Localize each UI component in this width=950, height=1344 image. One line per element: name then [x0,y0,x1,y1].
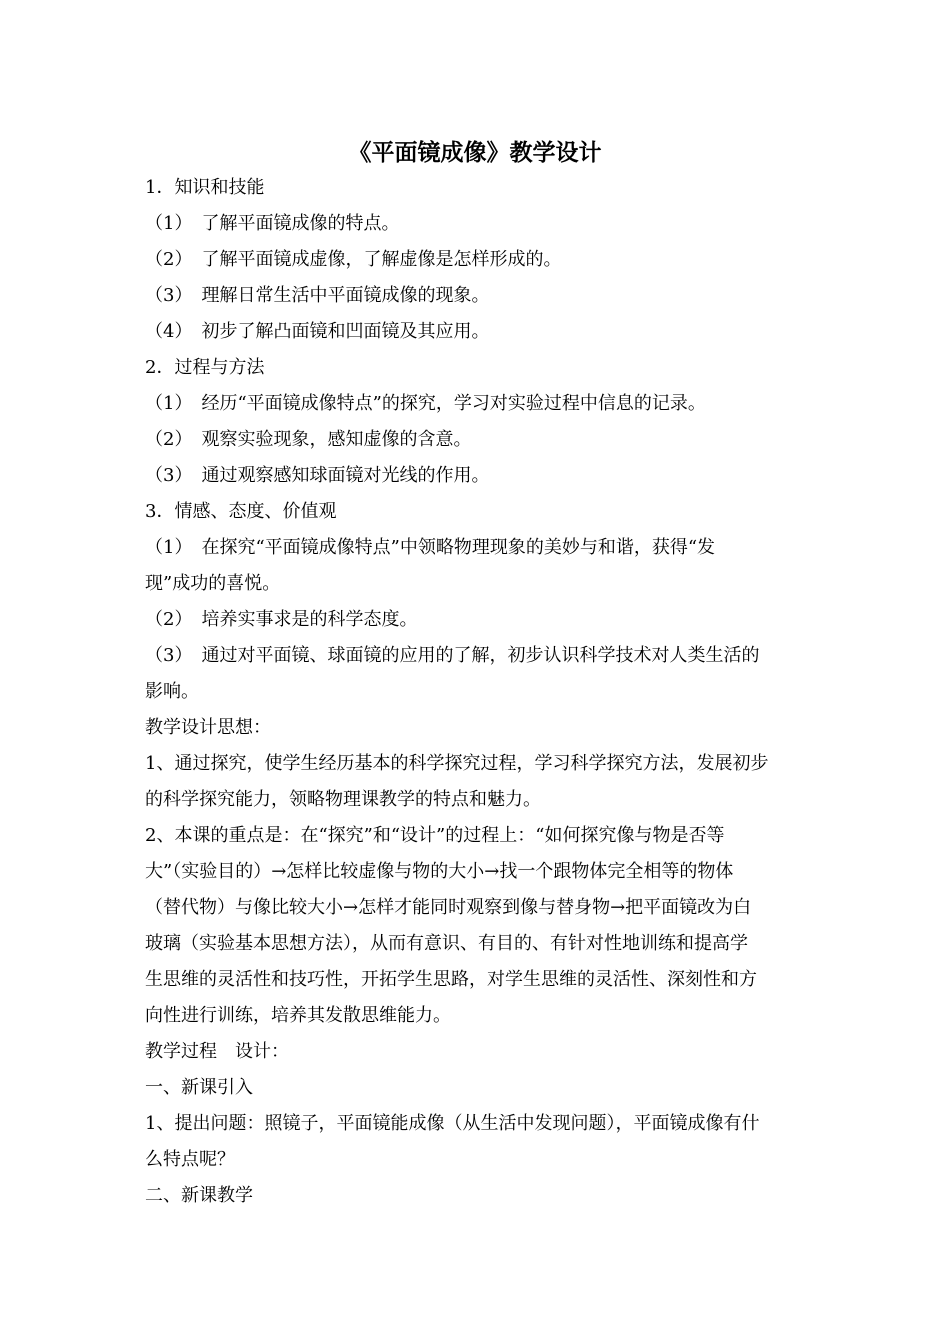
section-heading-introduction: 一、新课引入 [145,1077,253,1098]
paragraph-line: 生思维的灵活性和技巧性，开拓学生思路，对学生思维的灵活性、深刻性和方 [145,969,757,990]
paragraph-line: 的科学探究能力，领略物理课教学的特点和魅力。 [145,789,541,810]
paragraph-line: 现”成功的喜悦。 [145,573,281,594]
paragraph-line: 么特点呢？ [145,1149,235,1170]
paragraph-line: 大”（实验目的）→怎样比较虚像与物的大小→找一个跟物体完全相等的物体 [145,861,734,882]
paragraph-line: （2） 了解平面镜成虚像，了解虚像是怎样形成的。 [145,249,562,270]
paragraph-line: （1） 在探究“平面镜成像特点”中领略物理现象的美妙与和谐，获得“发 [145,537,716,558]
paragraph-line: （替代物）与像比较大小→怎样才能同时观察到像与替身物→把平面镜改为白 [145,897,752,918]
section-heading-teaching-process: 教学过程 设计： [145,1041,289,1062]
paragraph-line: （3） 通过观察感知球面镜对光线的作用。 [145,465,490,486]
paragraph-line: 影响。 [145,681,199,702]
paragraph-line: （1） 经历“平面镜成像特点”的探究，学习对实验过程中信息的记录。 [145,393,706,414]
paragraph-line: 向性进行训练，培养其发散思维能力。 [145,1005,451,1026]
section-heading-knowledge: 1．知识和技能 [145,177,265,198]
paragraph-line: （3） 理解日常生活中平面镜成像的现象。 [145,285,490,306]
section-heading-values: 3．情感、态度、价值观 [145,501,337,522]
document-body [145,170,813,1214]
paragraph-line: （2） 培养实事求是的科学态度。 [145,609,418,630]
paragraph-line: （1） 了解平面镜成像的特点。 [145,213,400,234]
section-heading-process: 2．过程与方法 [145,357,265,378]
paragraph-line: （3） 通过对平面镜、球面镜的应用的了解，初步认识科学技术对人类生活的 [145,645,760,666]
section-heading-new-lesson: 二、新课教学 [145,1185,253,1206]
paragraph-line: （2） 观察实验现象，感知虚像的含意。 [145,429,472,450]
paragraph-line: 1、提出问题：照镜子，平面镜能成像（从生活中发现问题），平面镜成像有什 [145,1113,760,1134]
paragraph-line: （4） 初步了解凸面镜和凹面镜及其应用。 [145,321,490,342]
paragraph-line: 玻璃（实验基本思想方法），从而有意识、有目的、有针对性地训练和提高学 [145,933,748,954]
paragraph-line: 2、本课的重点是：在“探究”和“设计”的过程上：“如何探究像与物是否等 [145,825,725,846]
document-title: 《平面镜成像》教学设计 [348,139,602,166]
section-heading-design-idea: 教学设计思想： [145,717,271,738]
paragraph-line: 1、通过探究，使学生经历基本的科学探究过程，学习科学探究方法，发展初步 [145,753,769,774]
